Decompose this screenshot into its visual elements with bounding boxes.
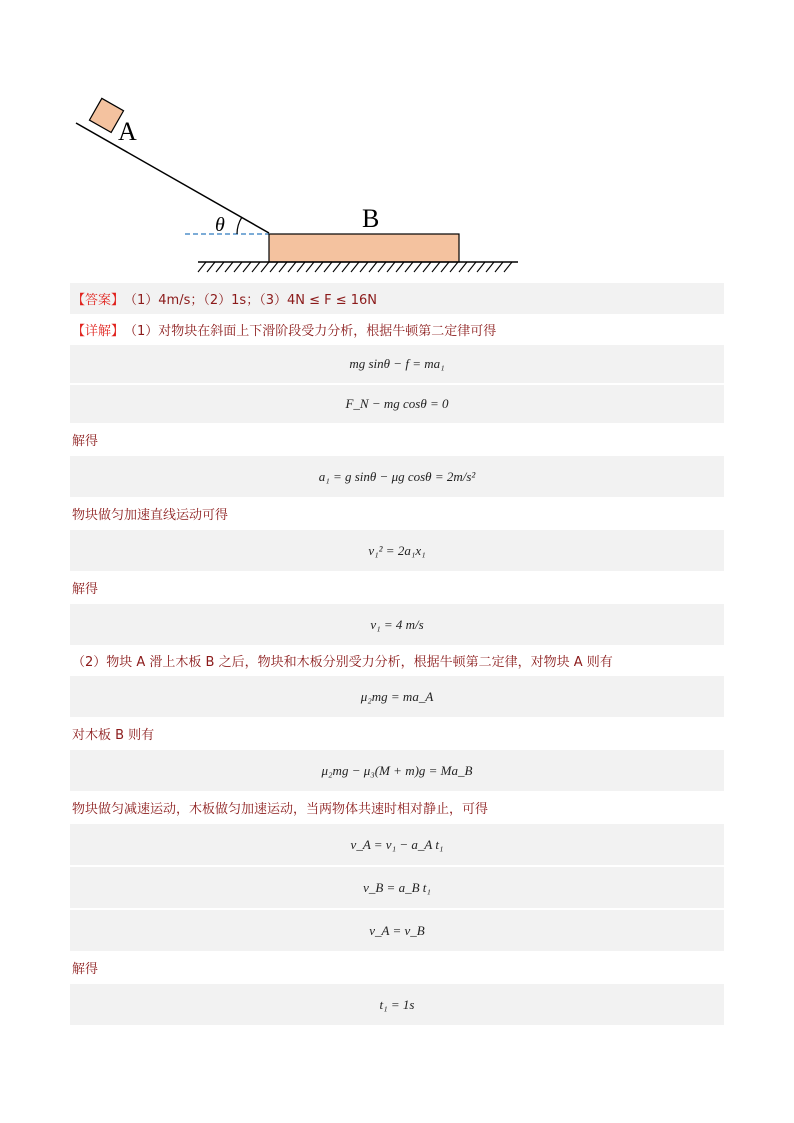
hatch-mark [252, 262, 260, 272]
answer-line [70, 283, 724, 314]
hatch-mark [333, 262, 341, 272]
hatch-mark [504, 262, 512, 272]
ground-hatching [198, 262, 512, 272]
hatch-mark [288, 262, 296, 272]
hatch-mark [450, 262, 458, 272]
hatch-mark [396, 262, 404, 272]
solve-text-1: 解得 [72, 434, 99, 449]
hatch-mark [261, 262, 269, 272]
hatch-mark [198, 262, 206, 272]
label-theta: θ [215, 214, 225, 236]
equation-9: v_B = a_B t₁ [70, 865, 724, 908]
hatch-mark [324, 262, 332, 272]
hatch-mark [342, 262, 350, 272]
hatch-mark [486, 262, 494, 272]
equation-6: μ₂mg = ma_A [70, 676, 724, 717]
hatch-mark [423, 262, 431, 272]
text-3: （2）物块 A 滑上木板 B 之后，物块和木板分别受力分析，根据牛顿第二定律，对物块 A 则有 [72, 655, 613, 670]
incline-figure [70, 95, 530, 280]
hatch-mark [414, 262, 422, 272]
text-2: 物块做匀加速直线运动可得 [72, 508, 229, 523]
text-4: 对木板 B 则有 [72, 728, 155, 743]
label-a: A [118, 117, 137, 146]
detail-bracket: 【详解】 [72, 324, 125, 339]
hatch-mark [360, 262, 368, 272]
equation-2: F_N − mg cosθ = 0 [70, 383, 724, 423]
hatch-mark [459, 262, 467, 272]
hatch-mark [234, 262, 242, 272]
hatch-mark [441, 262, 449, 272]
equation-7: μ₂mg − μ₃(M + m)g = Ma_B [70, 750, 724, 791]
incline-line [76, 123, 269, 233]
hatch-mark [432, 262, 440, 272]
detail-line [70, 314, 724, 345]
hatch-mark [495, 262, 503, 272]
hatch-mark [306, 262, 314, 272]
hatch-mark [243, 262, 251, 272]
angle-arc [237, 217, 242, 234]
hatch-mark [351, 262, 359, 272]
hatch-mark [369, 262, 377, 272]
hatch-mark [405, 262, 413, 272]
board-b [269, 234, 459, 262]
label-b: B [362, 204, 380, 233]
answer-text: （1）4m/s；（2）1s；（3）4N ≤ F ≤ 16N [124, 293, 378, 308]
hatch-mark [315, 262, 323, 272]
solution-content [70, 283, 724, 1025]
hatch-mark [468, 262, 476, 272]
hatch-mark [477, 262, 485, 272]
hatch-mark [270, 262, 278, 272]
equation-4: v₁² = 2a₁x₁ [70, 530, 724, 571]
equation-3: a₁ = g sinθ − μg cosθ = 2m/s² [70, 456, 724, 497]
hatch-mark [225, 262, 233, 272]
equation-5: v₁ = 4 m/s [70, 604, 724, 645]
answer-bracket: 【答案】 [72, 293, 125, 308]
hatch-mark [279, 262, 287, 272]
equation-1: mg sinθ − f = ma₁ [70, 345, 724, 383]
hatch-mark [207, 262, 215, 272]
equation-10: v_A = v_B [70, 908, 724, 951]
hatch-mark [297, 262, 305, 272]
hatch-mark [387, 262, 395, 272]
equation-8: v_A = v₁ − a_A t₁ [70, 824, 724, 865]
hatch-mark [216, 262, 224, 272]
equation-11: t₁ = 1s [70, 984, 724, 1025]
detail-text: （1）对物块在斜面上下滑阶段受力分析，根据牛顿第二定律可得 [124, 324, 497, 339]
solve-text-3: 解得 [72, 962, 99, 977]
text-5: 物块做匀减速运动，木板做匀加速运动，当两物体共速时相对静止，可得 [72, 802, 489, 817]
hatch-mark [378, 262, 386, 272]
solve-text-2: 解得 [72, 582, 99, 597]
